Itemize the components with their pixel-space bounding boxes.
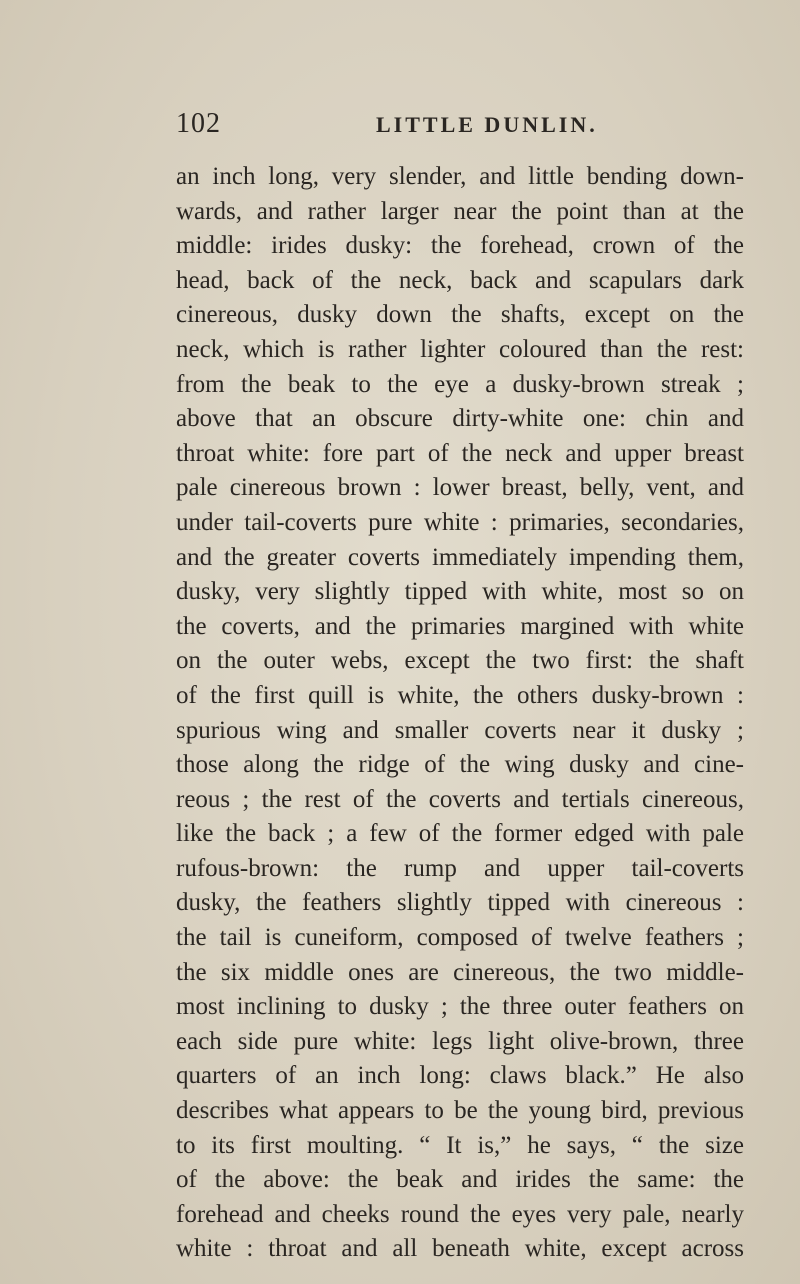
- text-line: the tail is cuneiform, composed of twelve feathers ;: [176, 924, 744, 952]
- text-line: head, back of the neck, back and scapulars dark: [176, 266, 744, 294]
- text-line: quarters of an inch long: claws black.” He also: [176, 1062, 744, 1090]
- text-line: an inch long, very slender, and little bending down-: [176, 163, 744, 190]
- text-line: from the beak to the eye a dusky-brown streak ;: [176, 370, 744, 398]
- text-line: spurious wing and smaller coverts near it dusky ;: [176, 716, 744, 744]
- text-line: the six middle ones are cinereous, the two middle-: [176, 958, 744, 986]
- body-text: [176, 160, 744, 1267]
- text-line: of the first quill is white, the others dusky-brown :: [176, 681, 744, 709]
- text-line: like the back ; a few of the former edged with pale: [176, 820, 744, 848]
- text-line: above that an obscure dirty-white one: chin and: [176, 405, 744, 433]
- text-line: neck, which is rather lighter coloured than the rest:: [176, 335, 744, 363]
- text-line: most inclining to dusky ; the three outer feathers on: [176, 993, 744, 1021]
- page-number: 102: [176, 108, 221, 139]
- text-line: under tail-coverts pure white : primaries, secondaries,: [176, 508, 744, 536]
- page-header: [176, 108, 736, 144]
- running-title: LITTLE DUNLIN.: [376, 112, 598, 137]
- text-line: middle: irides dusky: the forehead, crown of the: [176, 232, 744, 260]
- text-line: to its first moulting. “ It is,” he says, “ the size: [176, 1131, 744, 1159]
- text-line: rufous-brown: the rump and upper tail-coverts: [176, 854, 744, 882]
- text-line: throat white: fore part of the neck and upper breast: [176, 439, 744, 467]
- text-line: on the outer webs, except the two first: the shaft: [176, 647, 744, 675]
- text-line: wards, and rather larger near the point than at the: [176, 197, 744, 225]
- text-line: those along the ridge of the wing dusky and cine-: [176, 751, 744, 779]
- text-line: describes what appears to be the young bird, previous: [176, 1097, 744, 1125]
- text-line: and the greater coverts immediately impending them,: [176, 543, 744, 571]
- text-line: cinereous, dusky down the shafts, except on the: [176, 301, 744, 329]
- text-line: each side pure white: legs light olive-brown, three: [176, 1027, 744, 1055]
- text-line: the coverts, and the primaries margined with white: [176, 612, 744, 640]
- text-line: of the above: the beak and irides the same: the: [176, 1166, 744, 1194]
- text-line: dusky, very slightly tipped with white, most so on: [176, 578, 744, 606]
- text-line: reous ; the rest of the coverts and tertials cinereous,: [176, 785, 744, 813]
- text-line: pale cinereous brown : lower breast, belly, vent, and: [176, 474, 744, 502]
- text-line: white : throat and all beneath white, except across: [176, 1235, 744, 1263]
- text-line: forehead and cheeks round the eyes very pale, nearly: [176, 1200, 744, 1228]
- text-line: dusky, the feathers slightly tipped with cinereous :: [176, 889, 744, 917]
